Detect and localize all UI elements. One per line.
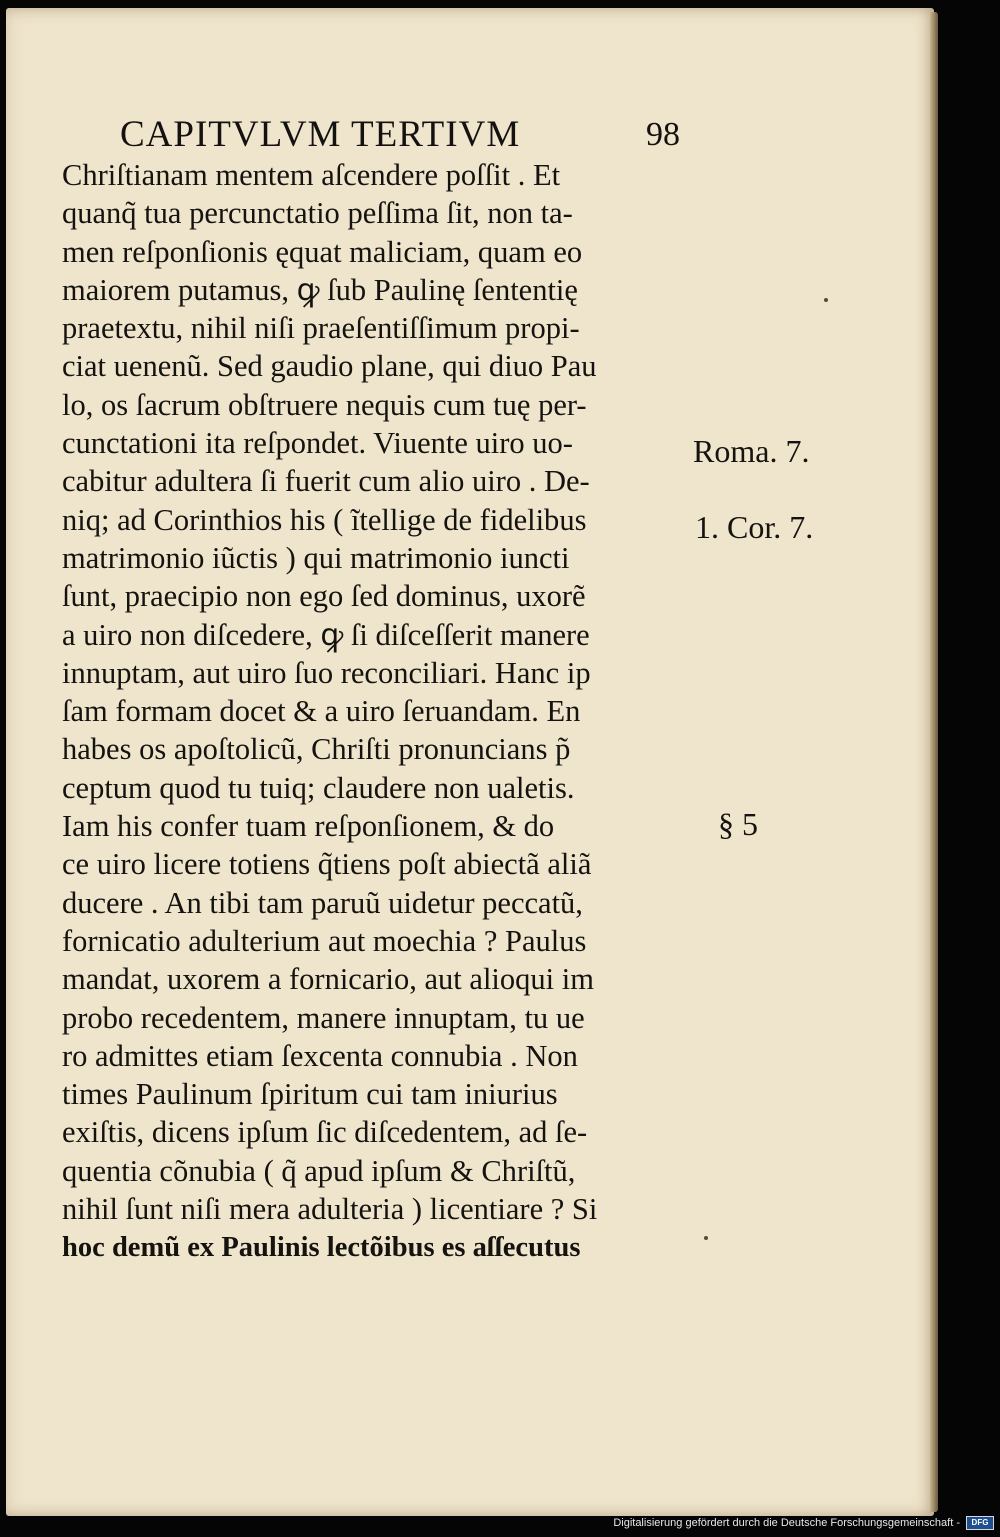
text-line: lo, os ſacrum obſtruere nequis cum tuę per- [62, 386, 587, 422]
margin-note-section: § 5 [718, 806, 758, 842]
text-line: cabitur adultera ſi fuerit cum alio uiro . De- [62, 463, 590, 499]
text-line: men reſponſionis ęquat maliciam, quam eo [62, 233, 583, 269]
text-line: mandat, uxorem a fornicario, aut alioqui im [62, 961, 594, 997]
text-line: ceptum quod tu tuiq; claudere non ualetis. [62, 769, 575, 805]
footer-credit [613, 1513, 994, 1533]
text-line: ducere . An tibi tam paruũ uidetur peccatũ, [62, 884, 583, 920]
text-line: Iam his confer tuam reſponſionem, & do [62, 808, 555, 844]
text-line: fornicatio adulterium aut moechia ? Paulus [62, 922, 587, 958]
dfg-logo-text: DFG [971, 1518, 989, 1527]
text-line: exiſtis, dicens ipſum ſic diſcedentem, ad ſe- [62, 1114, 588, 1150]
running-title: CAPITVLVM TERTIVM [120, 114, 521, 155]
text-line: maiorem putamus, ꝙ ſub Paulinę ſententię [62, 271, 578, 307]
text-line: ro admittes etiam ſexcenta connubia . Non [62, 1037, 578, 1073]
text-line: quentia cõnubia ( q̃ apud ipſum & Chriſtũ, [62, 1152, 576, 1188]
text-line: innuptam, aut uiro ſuo reconciliari. Hanc ip [62, 654, 591, 690]
dfg-logo [966, 1516, 994, 1530]
text-line: times Paulinum ſpiritum cui tam iniurius [62, 1076, 558, 1112]
paper-speck [824, 298, 828, 302]
page-header [120, 110, 680, 160]
text-line: niq; ad Corinthios his ( ĩtellige de fidelibus [62, 501, 587, 537]
text-line: praetextu, nihil niſi praeſentiſſimum propi- [62, 310, 580, 346]
text-line: a uiro non diſcedere, ꝙ ſi diſceſſerit manere [62, 616, 590, 652]
page-number: 98 [646, 116, 680, 153]
text-line: ſam formam docet & a uiro ſeruandam. En [62, 693, 581, 729]
page-edge [930, 12, 938, 1512]
margin-note-corinthians: 1. Cor. 7. [695, 509, 814, 545]
funding-credit: Digitalisierung gefördert durch die Deutsche Forschungsgemeinschaft - [613, 1517, 960, 1529]
text-line: ſunt, praecipio non ego ſed dominus, uxorẽ [62, 578, 586, 614]
text-line: ce uiro licere totiens q̃tiens poſt abiectã aliã [62, 846, 592, 882]
paper-speck [704, 1236, 708, 1240]
text-line: probo recedentem, manere innuptam, tu ue [62, 999, 585, 1035]
text-line: habes os apoſtolicũ, Chriſti pronuncians p̃ [62, 731, 571, 767]
text-line: ciat uenenũ. Sed gaudio plane, qui diuo Pau [62, 348, 597, 384]
body-text [62, 156, 690, 1267]
margin-note-roma: Roma. 7. [693, 433, 810, 469]
text-line: quanq̃ tua percunctatio peſſima ſit, non ta- [62, 195, 573, 231]
text-line: hoc demũ ex Paulinis lectõibus es aſſecutus [62, 1231, 581, 1264]
text-line: cunctationi ita reſpondet. Viuente uiro uo- [62, 425, 573, 461]
text-line: Chriſtianam mentem aſcendere poſſit . Et [62, 157, 561, 192]
text-line: nihil ſunt niſi mera adulteria ) licentiare ? Si [62, 1191, 598, 1227]
text-line: matrimonio iũctis ) qui matrimonio iuncti [62, 539, 570, 575]
